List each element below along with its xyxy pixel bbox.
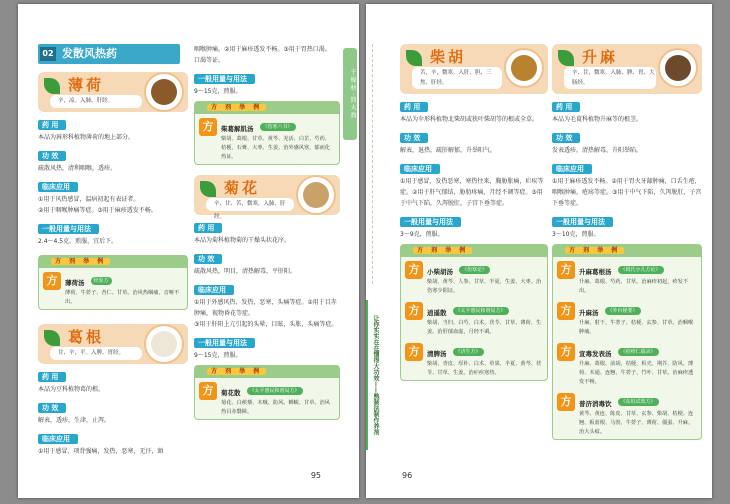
effect-label: 功 效 xyxy=(552,133,580,143)
clinical-text: ①用于外感风热，发热，恶寒，头痛等症。②用于目赤肿痛，视物昏花等症。 xyxy=(194,299,337,317)
clinical-label: 临床应用 xyxy=(38,182,78,192)
dose-text: 3～9克，煎服。 xyxy=(400,231,444,238)
recipe-name: 菊花散 xyxy=(221,389,241,397)
clinical-label: 临床应用 xyxy=(400,164,440,174)
recipe-box xyxy=(552,244,702,440)
page-number: 95 xyxy=(310,471,321,480)
recipe-item xyxy=(401,298,547,339)
effect-text: 疏散风热，清利咽喉，透疹。 xyxy=(38,165,117,172)
recipe-box xyxy=(194,101,340,165)
recipe-source: 《痘疹仁端录》 xyxy=(618,348,659,356)
recipe-box xyxy=(194,365,340,420)
effect-label: 功 效 xyxy=(194,254,222,264)
recipe-box xyxy=(400,244,548,381)
recipe-item xyxy=(553,257,701,298)
recipe-source: 《太平惠民和剂局方》 xyxy=(247,387,303,395)
recipe-name: 薄荷汤 xyxy=(65,279,85,287)
right-page xyxy=(366,4,712,498)
left-column-2 xyxy=(194,44,340,420)
recipe-header: 方 剂 举 例 xyxy=(565,247,624,254)
clinical-label: 临床应用 xyxy=(552,164,592,174)
left-column-1 xyxy=(38,72,188,457)
recipe-text: 菊花、白蒺藜、木贼、防风、蝉蜕、甘草。治风热目赤翳障。 xyxy=(221,400,330,415)
source-text: 本品为菊科植物菊的干燥头状花序。 xyxy=(194,237,291,244)
prescription-icon: 方 xyxy=(557,261,575,279)
dose-label: 一般用量与用法 xyxy=(194,74,255,84)
recipe-item xyxy=(553,339,701,389)
herb-properties: 甘、辛，平。入脾、胃经。 xyxy=(50,347,142,360)
recipe-text: 柴胡、葛根、甘草、黄芩、羌活、白芷、芍药、桔梗、石膏、大枣、生姜。治外感风寒，郁而化热证。 xyxy=(221,136,330,160)
herb-properties: 辛，凉。入肺、肝经。 xyxy=(50,95,142,108)
recipe-source: 《伤寒论》 xyxy=(459,266,490,274)
dose-text: 3～10克，煎服。 xyxy=(552,231,600,238)
recipe-item xyxy=(401,257,547,298)
clinical-label: 临床应用 xyxy=(38,434,78,444)
prescription-icon: 方 xyxy=(557,343,575,361)
recipe-text: 柴胡、青皮、厚朴、白术、草果、半夏、黄芩、茯苓、甘草、生姜。治疟疾寒热。 xyxy=(427,361,542,376)
prescription-icon: 方 xyxy=(405,302,423,320)
herb-photo xyxy=(144,72,184,112)
recipe-text: 升麻、葛根、芍药、甘草。治麻疹初起，疹发不出。 xyxy=(579,279,688,294)
herb-name: 菊花 xyxy=(224,179,261,197)
effect-label: 功 效 xyxy=(38,151,66,161)
recipe-header: 方 剂 举 例 xyxy=(413,247,472,254)
recipe-source: 经验方 xyxy=(91,277,112,285)
clinical-text-2: ③用于肝阳上亢引起的头晕，目眩，头胀，头痛等症。 xyxy=(194,321,338,328)
recipe-name: 逍遥散 xyxy=(427,309,447,317)
effect-text: 发表透疹，清热解毒，升阳举陷。 xyxy=(552,147,643,154)
prescription-icon: 方 xyxy=(405,343,423,361)
dose-label: 一般用量与用法 xyxy=(194,338,255,348)
effect-text: 疏散风热，明目，清热解毒，平肝阳。 xyxy=(194,268,297,275)
prescription-icon: 方 xyxy=(199,382,217,400)
dose-text: 9～15克，煎服。 xyxy=(194,88,242,95)
leaf-icon xyxy=(558,50,574,66)
recipe-text: 柴胡、黄芩、人参、甘草、半夏、生姜、大枣。治伤寒少阳证。 xyxy=(427,279,542,294)
clinical-text: ①用于风热感冒，温病初起有表证者。 xyxy=(38,196,140,203)
recipe-text: 黄芩、黄连、陈皮、甘草、玄参、柴胡、桔梗、连翘、板蓝根、马勃、牛蒡子、薄荷、僵蚕、升麻。治大头瘟。 xyxy=(579,411,694,435)
dose-label: 一般用量与用法 xyxy=(552,217,613,227)
herb-photo xyxy=(658,48,698,88)
effect-text: 解表，透疹，生津，止泻。 xyxy=(38,417,111,424)
recipe-item xyxy=(195,114,339,164)
recipe-source: 《外台秘要》 xyxy=(605,307,641,315)
source-label: 药 用 xyxy=(194,223,222,233)
recipe-text: 升麻、射干、牛蒡子、桔梗、玄参、甘草。治咽喉肿痛。 xyxy=(579,320,694,335)
herb-name: 柴胡 xyxy=(430,48,467,66)
left-page xyxy=(18,4,359,498)
herb-properties: 辛、甘，微寒。入肺、脾、胃、大肠经。 xyxy=(564,67,656,89)
source-text: 本品为伞形科植物北柴胡或狭叶柴胡等的根或全草。 xyxy=(400,116,539,123)
prescription-icon: 方 xyxy=(199,118,217,136)
prescription-icon: 方 xyxy=(405,261,423,279)
recipe-name: 普济消毒饮 xyxy=(579,400,612,408)
continued-text: 咽喉肿痛。②用于麻疹透发不畅。③用于胃热口渴。 xyxy=(194,46,331,53)
clinical-text: ①用于感冒，发热恶寒，寒热往来，胸胁胀痛，疟疾等症。②用于肝气郁结，胁肋疼痛，月经不调等症。③用于中气下陷，久泻脱肛，子宫下垂等症。 xyxy=(400,178,544,207)
herb-name: 升麻 xyxy=(582,48,619,66)
herb-properties: 苦，辛，微寒。入肝、胆、三焦、肝经。 xyxy=(412,67,502,89)
recipe-text: 升麻、葛根、前胡、桔梗、枳壳、荆芥、防风、薄荷、木通、连翘、牛蒡子、竹叶、甘草。治麻疹透发不畅。 xyxy=(579,361,694,385)
recipe-name: 升麻汤 xyxy=(579,309,599,317)
clinical-text-2: ②用于咽喉肿痛等症。③用于麻疹透发不畅。 xyxy=(38,207,157,214)
leaf-icon xyxy=(406,50,422,66)
page-number: 96 xyxy=(402,471,413,480)
continued-text-2: 口渴等证。 xyxy=(194,57,225,64)
dose-label: 一般用量与用法 xyxy=(38,224,99,234)
source-label: 药 用 xyxy=(38,120,66,130)
recipe-header: 方 剂 举 例 xyxy=(51,258,110,265)
divider xyxy=(372,44,373,284)
recipe-header: 方 剂 举 例 xyxy=(207,368,266,375)
source-text: 本品为唇形科植物薄荷的地上部分。 xyxy=(38,134,135,141)
prescription-icon: 方 xyxy=(43,272,61,290)
dose-text: 2.4～4.5克。煎服，宜后下。 xyxy=(38,238,118,245)
recipe-item xyxy=(553,389,701,439)
source-label: 药 用 xyxy=(400,102,428,112)
leaf-icon xyxy=(200,181,216,197)
source-text: 本品为豆科植物葛的根。 xyxy=(38,386,105,393)
effect-text: 解表，退热，疏肝解郁，升举阳气。 xyxy=(400,147,497,154)
side-tab: 千 燥 材 · 简 大 典 xyxy=(343,48,357,140)
herb-photo xyxy=(504,48,544,88)
source-text: 本品为毛茛科植物升麻等的根茎。 xyxy=(552,116,643,123)
recipe-name: 清脾汤 xyxy=(427,350,447,358)
section-title: 发散风热药 xyxy=(62,47,117,60)
recipe-source: 《伤寒六书》 xyxy=(260,123,296,131)
recipe-item xyxy=(553,298,701,339)
herb-name: 葛根 xyxy=(68,328,105,346)
section-header xyxy=(38,44,180,64)
recipe-item xyxy=(401,339,547,380)
clinical-text: ①用于麻疹透发不畅。②用于胃火牙龈肿痛，口舌生疮，咽喉肿痛，疮疡等症。③用于中气下陷，久泻脱肛，子宫下垂等症。 xyxy=(552,178,702,207)
recipe-source: 《阎氏小儿方论》 xyxy=(618,266,664,274)
recipe-source: 《济生方》 xyxy=(453,348,484,356)
herb-card-chaihu xyxy=(400,44,548,94)
recipe-item xyxy=(39,268,187,309)
leaf-icon xyxy=(44,78,60,94)
herb-properties: 辛、甘、苦，微寒。入肺、肝经。 xyxy=(206,198,294,211)
herb-name: 薄荷 xyxy=(68,76,105,94)
source-label: 药 用 xyxy=(552,102,580,112)
recipe-item xyxy=(195,378,339,419)
clinical-text: ①用于感冒，项背强痛，发热，恶寒，无汗，頭 xyxy=(38,448,164,455)
recipe-box xyxy=(38,255,188,310)
recipe-text: 柴胡、当归、白芍、白术、茯苓、甘草、薄荷、生姜。治肝郁血虚，月经不调。 xyxy=(427,320,542,335)
leaf-icon xyxy=(44,330,60,346)
herb-card-shengma xyxy=(552,44,702,94)
herb-card-bohe xyxy=(38,72,188,112)
source-label: 药 用 xyxy=(38,372,66,382)
recipe-text: 薄荷、牛蒡子、杏仁、甘草。治风热咽痛，音哑不出。 xyxy=(65,290,180,305)
recipe-source: 《太平惠民和剂局方》 xyxy=(453,307,509,315)
clinical-label: 临床应用 xyxy=(194,285,234,295)
recipe-name: 宣毒发表汤 xyxy=(579,350,612,358)
right-column-2 xyxy=(552,44,702,440)
section-number: 02 xyxy=(40,47,56,61)
recipe-name: 小柴胡汤 xyxy=(427,268,453,276)
herb-photo xyxy=(296,175,336,215)
herb-card-gegen xyxy=(38,324,188,364)
recipe-name: 柴葛解肌汤 xyxy=(221,125,254,133)
dose-text: 9～15克，煎服。 xyxy=(194,352,242,359)
side-tab: 让你实实在在懂得大功效——熟制法制作养剂 xyxy=(366,300,380,450)
recipe-name: 升麻葛根汤 xyxy=(579,268,612,276)
effect-label: 功 效 xyxy=(38,403,66,413)
right-column-1 xyxy=(400,44,548,381)
prescription-icon: 方 xyxy=(557,302,575,320)
effect-label: 功 效 xyxy=(400,133,428,143)
dose-label: 一般用量与用法 xyxy=(400,217,461,227)
prescription-icon: 方 xyxy=(557,393,575,411)
recipe-header: 方 剂 举 例 xyxy=(207,104,266,111)
herb-card-juhua xyxy=(194,175,340,220)
herb-photo xyxy=(144,324,184,364)
recipe-source: 《东垣试效方》 xyxy=(618,398,659,406)
